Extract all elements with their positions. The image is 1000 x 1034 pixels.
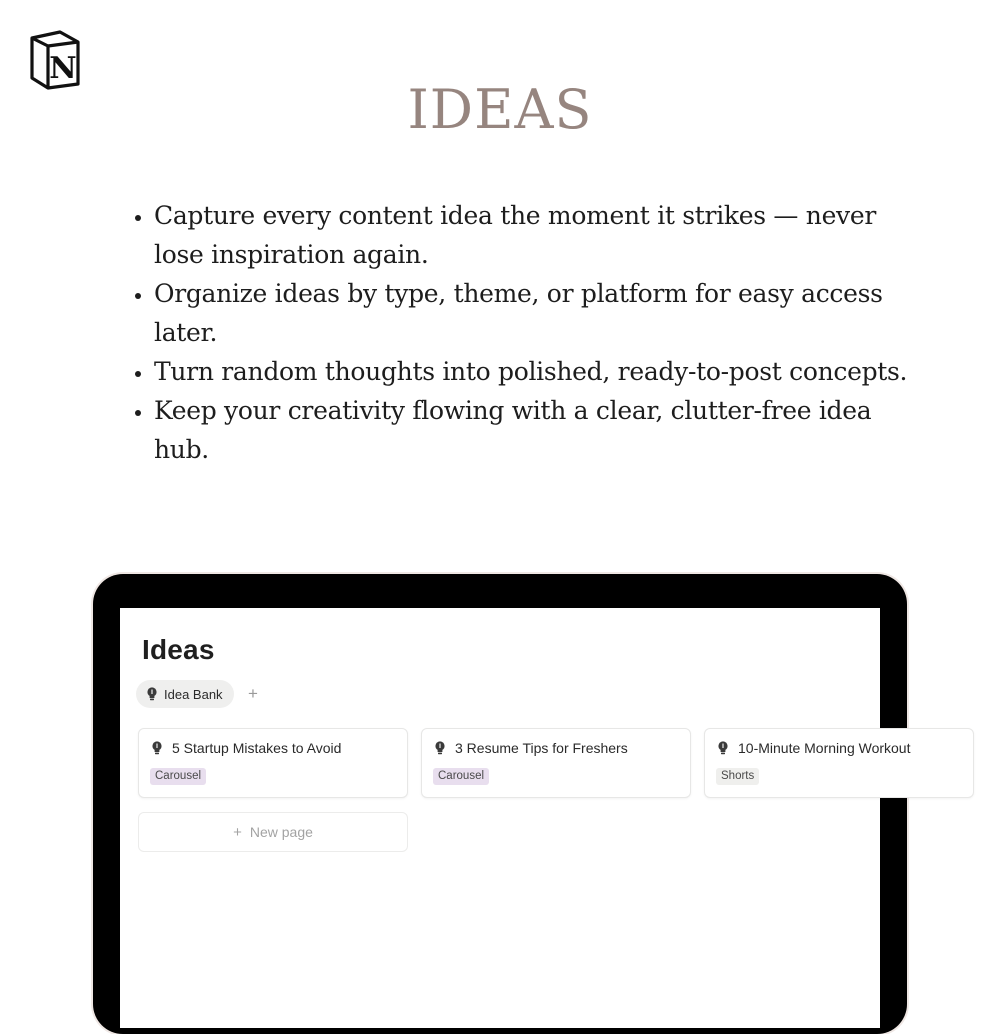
lightbulb-icon <box>434 741 446 755</box>
card-title: 5 Startup Mistakes to Avoid <box>172 740 342 756</box>
new-page-label: New page <box>249 824 313 840</box>
lightbulb-icon <box>151 741 163 755</box>
feature-list <box>124 196 924 469</box>
gallery-card[interactable] <box>704 728 974 798</box>
add-view-button[interactable]: + <box>248 684 258 703</box>
plus-icon: + <box>233 823 242 841</box>
gallery-card[interactable] <box>138 728 408 798</box>
card-title: 10-Minute Morning Workout <box>738 740 911 756</box>
tab-idea-bank[interactable] <box>136 680 234 708</box>
new-page-button[interactable] <box>138 812 408 852</box>
app-screen <box>120 608 911 1028</box>
device-frame <box>93 574 911 1034</box>
card-tag: Carousel <box>150 768 206 785</box>
database-title: Ideas <box>142 634 215 665</box>
gallery-card[interactable] <box>421 728 691 798</box>
page-title: IDEAS <box>407 78 593 141</box>
feature-item: • Organize ideas by type, theme, or platform for easy access later. <box>154 274 924 352</box>
card-title: 3 Resume Tips for Freshers <box>455 740 628 756</box>
lightbulb-icon <box>146 687 158 701</box>
feature-item: • Turn random thoughts into polished, ready-to-post concepts. <box>154 352 924 391</box>
tab-label: Idea Bank <box>164 686 223 702</box>
feature-item: • Keep your creativity flowing with a clear, clutter-free idea hub. <box>154 391 924 469</box>
card-tag: Carousel <box>433 768 489 785</box>
feature-item: • Capture every content idea the moment it strikes — never lose inspiration again. <box>154 196 924 274</box>
lightbulb-icon <box>717 741 729 755</box>
card-tag: Shorts <box>716 768 759 785</box>
logo-letter: N <box>49 51 77 86</box>
